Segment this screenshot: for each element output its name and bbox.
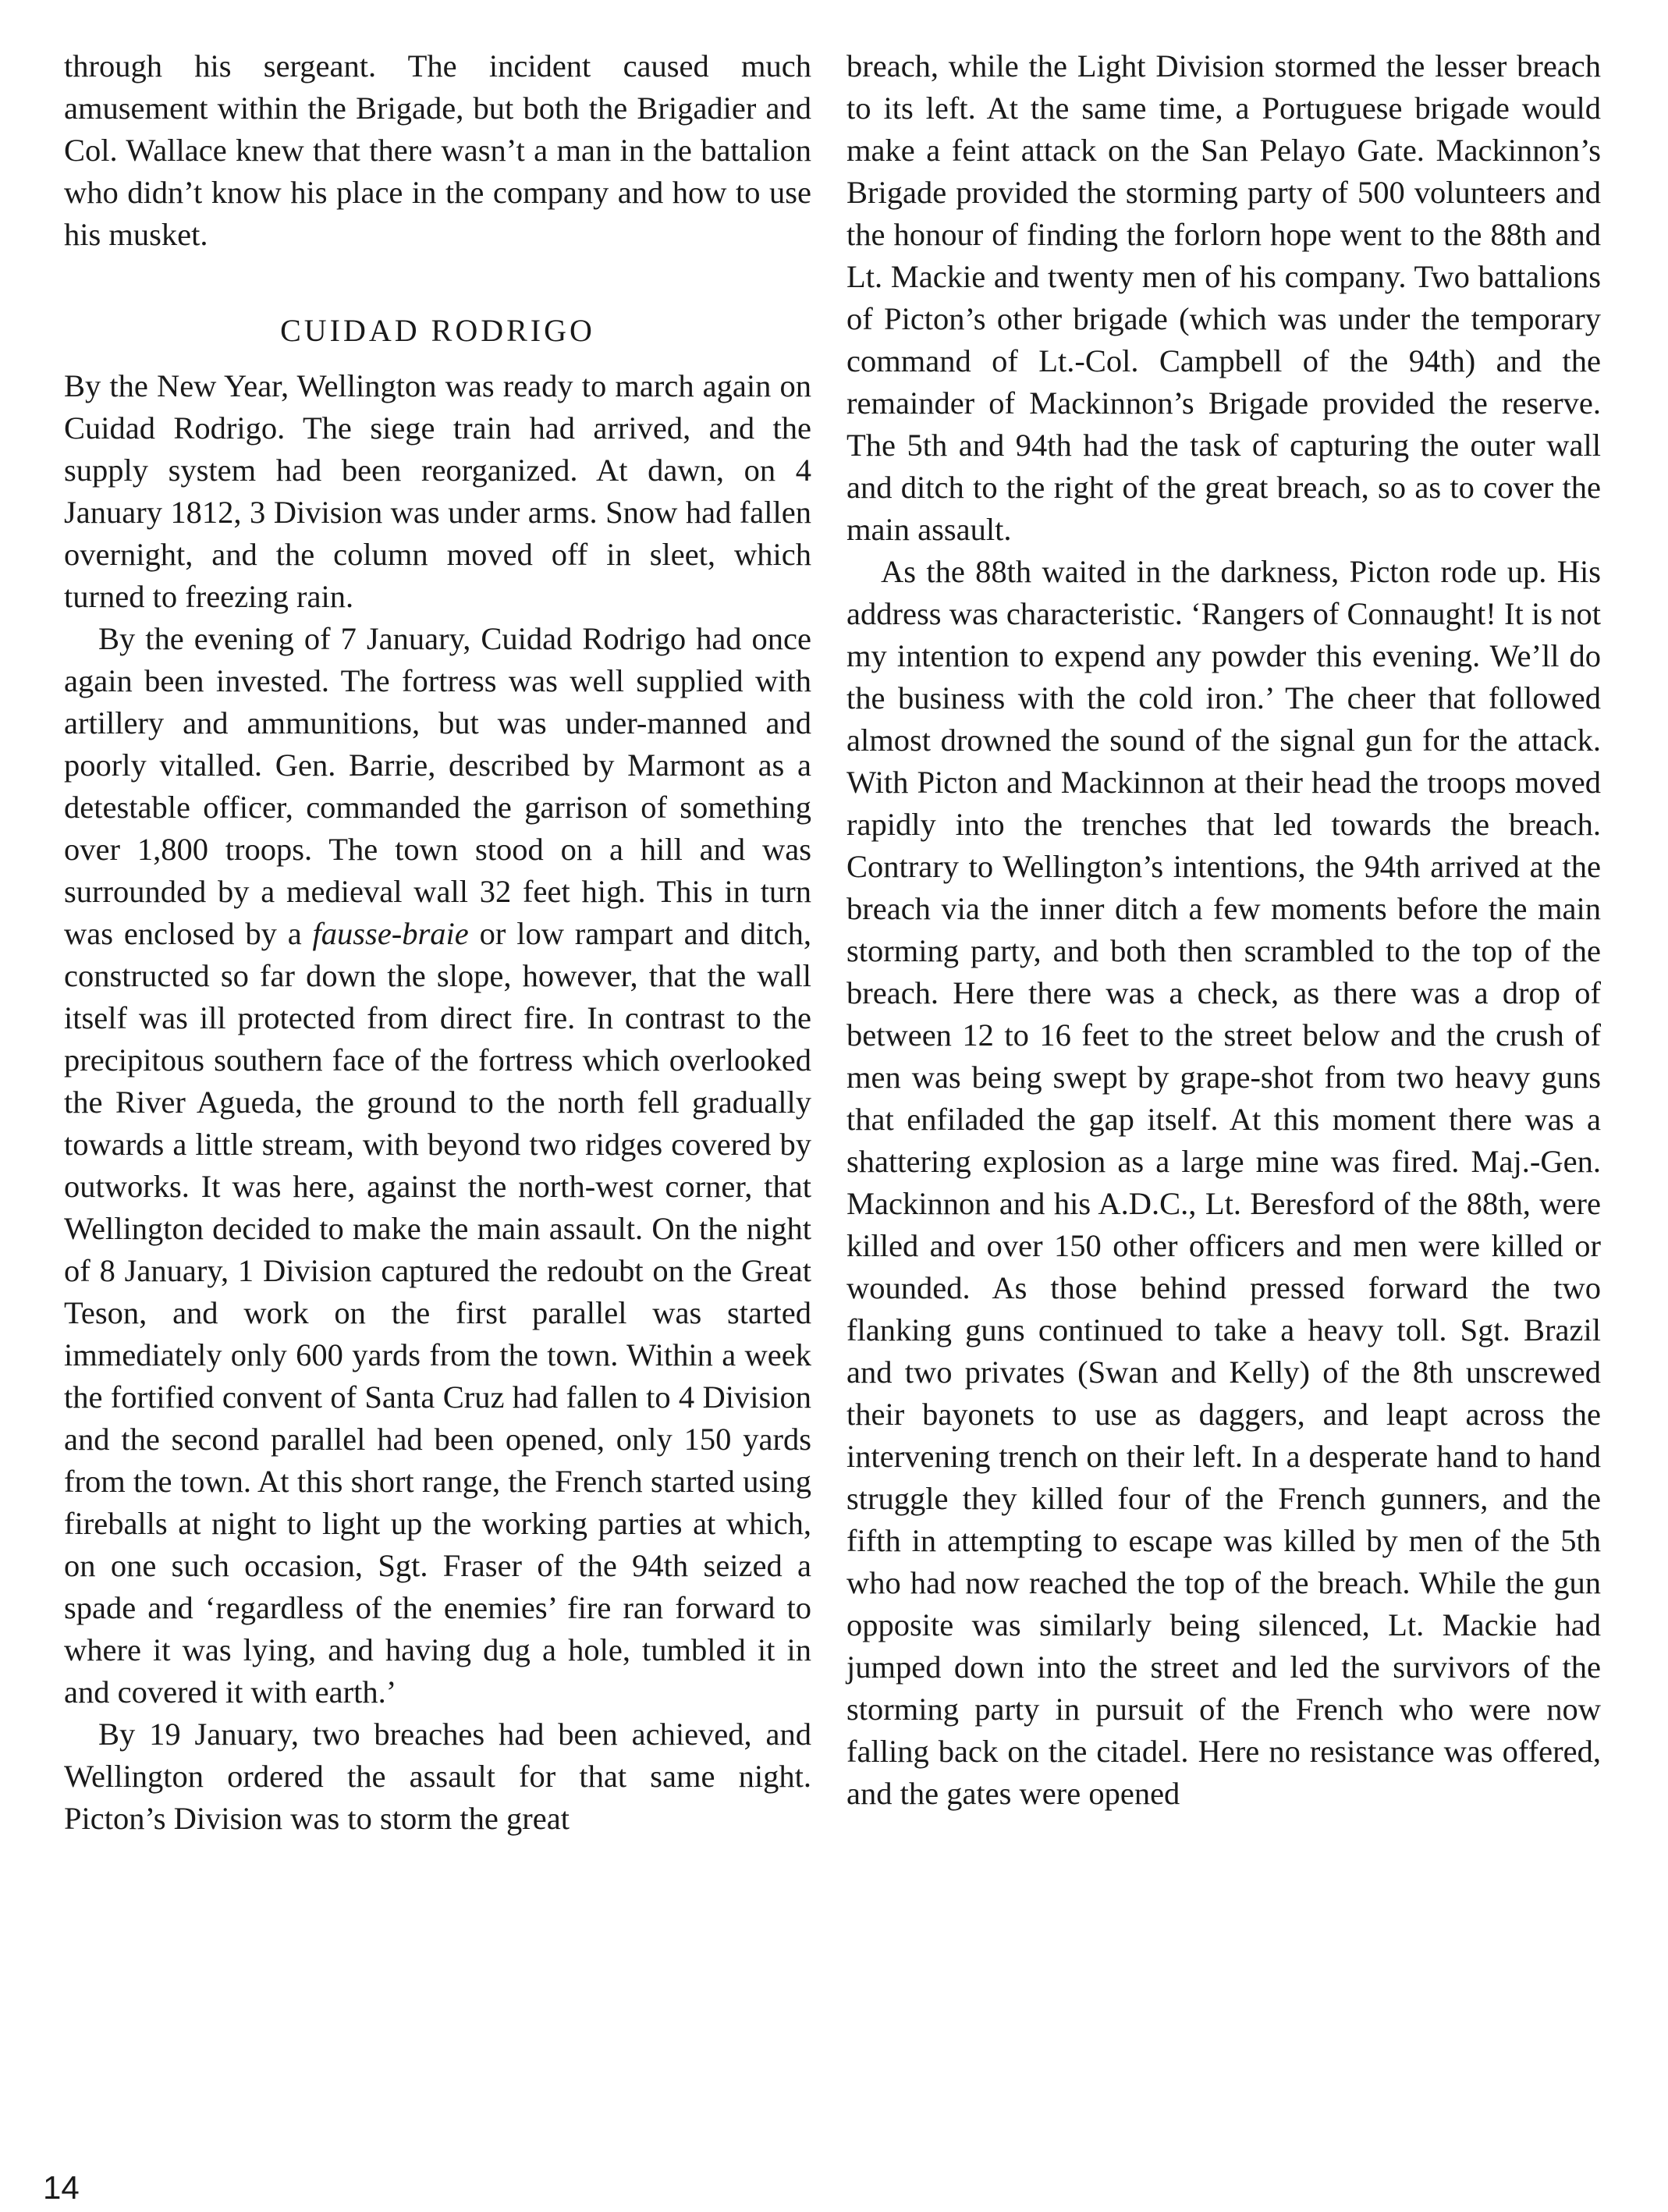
body-paragraph: breach, while the Light Division stormed the lesser breach to its left. At the same time, a Portuguese brigade would make a feint attack on the San Pelayo Gate. Mackinnon’s Brigade provided the storming party of 500 volunteers and the honour of finding the forlorn hope went to the 88th and Lt. Mackie and twenty men of his company. Two battalions of Picton’s other brigade (which was under the temporary command of Lt.-Col. Campbell of the 94th) and the remainder of Mackinnon’s Brigade provided the reserve. The 5th and 94th had the task of capturing the outer wall and ditch to the right of the great breach, so as to cover the main assault. xyxy=(846,48,1601,547)
left-column xyxy=(64,45,811,1840)
page-number: 14 xyxy=(43,2169,80,2206)
body-paragraph: As the 88th waited in the darkness, Picton rode up. His address was characteristic. ‘Rangers of Connaught! It is not my intention to expend any powder this evening. We’ll do the business with the cold iron.’ The cheer that followed almost drowned the sound of the signal gun for the attack. With Picton and Mackinnon at their head the troops moved rapidly into the trenches that led towards the breach. Contrary to Wellington’s intentions, the 94th arrived at the breach via the inner ditch a few moments before the main storming party, and both then scrambled to the top of the breach. Here there was a check, as there was a drop of between 12 to 16 feet to the street below and the crush of men was being swept by grape-shot from two heavy guns that enfiladed the gap itself. At this moment there was a shattering explosion as a large mine was fired. Maj.-Gen. Mackinnon and his A.D.C., Lt. Beresford of the 88th, were killed and over 150 other officers and men were killed or wounded. As those behind pressed forward the two flanking guns continued to take a heavy toll. Sgt. Brazil and two privates (Swan and Kelly) of the 8th unscrewed their bayonets to use as daggers, and leapt across the intervening trench on their left. In a desperate hand to hand struggle they killed four of the French gunners, and the fifth in attempting to escape was killed by men of the 5th who had now reached the top of the breach. While the gun opposite was similarly being silenced, Lt. Mackie had jumped down into the street and led the survivors of the storming party in pursuit of the French who were now falling back on the citadel. Here no resistance was offered, and the gates were opened xyxy=(846,554,1601,1811)
body-paragraph: By the New Year, Wellington was ready to march again on Cuidad Rodrigo. The siege train had arrived, and the supply system had been reorganized. At dawn, on 4 January 1812, 3 Division was under arms. Snow had fallen overnight, and the column moved off in sleet, which turned to freezing rain. xyxy=(64,368,811,614)
body-paragraph xyxy=(64,618,811,1713)
paragraph-text: or low rampart and ditch, constructed so far down the slope, however, that the wall itself was ill protected from direct fire. In contrast to the precipitous southern face of the fortress which overlooked the River Agueda, the ground to the north fell gradually towards a little stream, with beyond two ridges covered by outworks. It was here, against the north-west corner, that Wellington decided to make the main assault. On the night of 8 January, 1 Division captured the redoubt on the Great Teson, and work on the first parallel was started immediately only 600 yards from the town. Within a week the fortified convent of Santa Cruz had fallen to 4 Division and the second parallel had been opened, only 150 yards from the town. At this short range, the French started using fireballs at night to light up the working parties at which, on one such occasion, Sgt. Fraser of the 94th seized a spade and ‘regardless of the enemies’ fire ran forward to where it was lying, and having dug a hole, tumbled it in and covered it with earth.’ xyxy=(64,916,812,1710)
paragraph-text: By the evening of 7 January, Cuidad Rodrigo had once again been invested. The fortress was well supplied with artillery and ammunitions, but was under-manned and poorly vitalled. Gen. Barrie, described by Marmont as a detestable officer, commanded the garrison of something over 1,800 troops. The town stood on a hill and was surrounded by a medieval wall 32 feet high. This in turn was enclosed by a xyxy=(64,621,811,951)
italic-term: fausse-braie xyxy=(312,916,469,951)
body-paragraph: By 19 January, two breaches had been achieved, and Wellington ordered the assault for that same night. Picton’s Division was to storm the great xyxy=(64,1717,811,1836)
section-heading: CUIDAD RODRIGO xyxy=(280,313,595,348)
right-column xyxy=(846,45,1601,1815)
continued-paragraph: through his sergeant. The incident caused much amusement within the Brigade, but both the Brigadier and Col. Wallace knew that there wasn’t a man in the battalion who didn’t know his place in the company and how to use his musket. xyxy=(64,48,811,252)
